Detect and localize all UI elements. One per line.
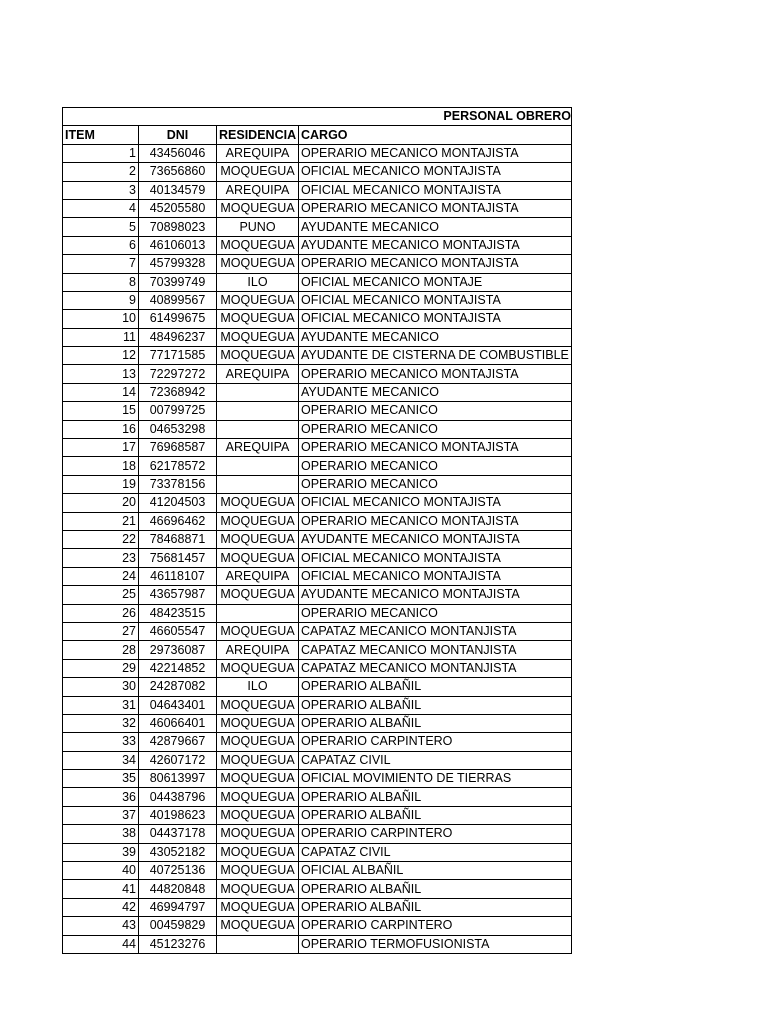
cell-dni: 04643401 [139,696,217,714]
cell-item: 44 [63,935,139,953]
cell-residencia [217,457,299,475]
cell-dni: 45123276 [139,935,217,953]
cell-cargo: OPERARIO CARPINTERO [299,917,572,935]
cell-residencia: MOQUEGUA [217,586,299,604]
cell-residencia: MOQUEGUA [217,199,299,217]
cell-dni: 04653298 [139,420,217,438]
cell-cargo: OPERARIO ALBAÑIL [299,696,572,714]
table-row [63,843,572,861]
cell-residencia [217,420,299,438]
cell-dni: 62178572 [139,457,217,475]
cell-item: 7 [63,255,139,273]
cell-residencia [217,383,299,401]
cell-item: 18 [63,457,139,475]
table-row [63,622,572,640]
table-row [63,236,572,254]
cell-dni: 46994797 [139,898,217,916]
cell-dni: 46106013 [139,236,217,254]
cell-dni: 46605547 [139,622,217,640]
cell-dni: 48423515 [139,604,217,622]
table-row [63,530,572,548]
cell-item: 12 [63,347,139,365]
table-row [63,144,572,162]
cell-cargo: CAPATAZ CIVIL [299,751,572,769]
cell-dni: 41204503 [139,494,217,512]
cell-residencia: MOQUEGUA [217,622,299,640]
cell-cargo: OFICIAL MECANICO MONTAJE [299,273,572,291]
cell-item: 14 [63,383,139,401]
cell-cargo: CAPATAZ MECANICO MONTANJISTA [299,641,572,659]
cell-residencia: AREQUIPA [217,365,299,383]
cell-residencia [217,475,299,493]
table-row [63,420,572,438]
cell-residencia: MOQUEGUA [217,530,299,548]
header-item: ITEM [63,126,139,144]
cell-residencia: MOQUEGUA [217,696,299,714]
cell-residencia: MOQUEGUA [217,291,299,309]
cell-residencia: MOQUEGUA [217,862,299,880]
cell-cargo: OPERARIO MECANICO MONTAJISTA [299,144,572,162]
cell-cargo: OPERARIO MECANICO MONTAJISTA [299,199,572,217]
cell-dni: 04438796 [139,788,217,806]
cell-residencia: MOQUEGUA [217,825,299,843]
cell-residencia: MOQUEGUA [217,494,299,512]
cell-residencia: AREQUIPA [217,641,299,659]
table-row [63,255,572,273]
cell-dni: 46696462 [139,512,217,530]
cell-cargo: OFICIAL ALBAÑIL [299,862,572,880]
cell-item: 6 [63,236,139,254]
table-row [63,898,572,916]
header-cargo: CARGO [299,126,572,144]
cell-item: 20 [63,494,139,512]
table-row [63,567,572,585]
cell-residencia: MOQUEGUA [217,770,299,788]
table-row [63,181,572,199]
cell-dni: 43052182 [139,843,217,861]
cell-item: 34 [63,751,139,769]
cell-item: 1 [63,144,139,162]
cell-dni: 72297272 [139,365,217,383]
cell-dni: 00459829 [139,917,217,935]
cell-dni: 40899567 [139,291,217,309]
cell-item: 13 [63,365,139,383]
cell-dni: 73656860 [139,163,217,181]
table-row [63,439,572,457]
cell-residencia: AREQUIPA [217,181,299,199]
header-residencia: RESIDENCIA [217,126,299,144]
table-row [63,218,572,236]
cell-item: 37 [63,806,139,824]
cell-cargo: CAPATAZ MECANICO MONTANJISTA [299,659,572,677]
table-row [63,714,572,732]
cell-cargo: OFICIAL MOVIMIENTO DE TIERRAS [299,770,572,788]
cell-residencia: PUNO [217,218,299,236]
cell-residencia: AREQUIPA [217,144,299,162]
cell-residencia: MOQUEGUA [217,733,299,751]
cell-item: 42 [63,898,139,916]
table-row [63,512,572,530]
cell-dni: 61499675 [139,310,217,328]
table-row [63,586,572,604]
cell-item: 28 [63,641,139,659]
cell-dni: 44820848 [139,880,217,898]
cell-item: 16 [63,420,139,438]
cell-dni: 78468871 [139,530,217,548]
cell-item: 31 [63,696,139,714]
cell-item: 15 [63,402,139,420]
cell-residencia: MOQUEGUA [217,751,299,769]
cell-residencia: MOQUEGUA [217,659,299,677]
table-row [63,163,572,181]
cell-residencia: AREQUIPA [217,567,299,585]
cell-residencia [217,935,299,953]
cell-cargo: OPERARIO ALBAÑIL [299,788,572,806]
cell-cargo: OPERARIO MECANICO MONTAJISTA [299,512,572,530]
table-row [63,659,572,677]
cell-cargo: OPERARIO MECANICO MONTAJISTA [299,255,572,273]
cell-item: 25 [63,586,139,604]
cell-dni: 42879667 [139,733,217,751]
cell-cargo: OFICIAL MECANICO MONTAJISTA [299,567,572,585]
cell-dni: 77171585 [139,347,217,365]
cell-cargo: OPERARIO MECANICO [299,475,572,493]
cell-item: 21 [63,512,139,530]
cell-item: 4 [63,199,139,217]
table-row [63,696,572,714]
cell-item: 39 [63,843,139,861]
cell-item: 27 [63,622,139,640]
cell-cargo: OPERARIO MECANICO MONTAJISTA [299,439,572,457]
sheet-title: PERSONAL OBRERO [63,108,572,126]
table-row [63,825,572,843]
cell-residencia: MOQUEGUA [217,549,299,567]
cell-cargo: OPERARIO TERMOFUSIONISTA [299,935,572,953]
cell-item: 29 [63,659,139,677]
cell-residencia: MOQUEGUA [217,328,299,346]
table-row [63,291,572,309]
cell-cargo: OPERARIO MECANICO [299,457,572,475]
cell-cargo: OPERARIO CARPINTERO [299,733,572,751]
cell-item: 2 [63,163,139,181]
cell-dni: 45799328 [139,255,217,273]
cell-residencia: MOQUEGUA [217,236,299,254]
table-row [63,199,572,217]
cell-cargo: OFICIAL MECANICO MONTAJISTA [299,310,572,328]
cell-cargo: OFICIAL MECANICO MONTAJISTA [299,181,572,199]
table-row [63,365,572,383]
cell-cargo: OPERARIO CARPINTERO [299,825,572,843]
cell-dni: 04437178 [139,825,217,843]
cell-residencia: MOQUEGUA [217,880,299,898]
cell-cargo: OFICIAL MECANICO MONTAJISTA [299,549,572,567]
cell-residencia: MOQUEGUA [217,917,299,935]
cell-item: 11 [63,328,139,346]
cell-dni: 45205580 [139,199,217,217]
table-row [63,604,572,622]
cell-cargo: AYUDANTE MECANICO [299,328,572,346]
cell-item: 8 [63,273,139,291]
cell-dni: 40725136 [139,862,217,880]
cell-cargo: CAPATAZ CIVIL [299,843,572,861]
cell-dni: 46118107 [139,567,217,585]
cell-dni: 29736087 [139,641,217,659]
cell-dni: 48496237 [139,328,217,346]
cell-item: 35 [63,770,139,788]
cell-dni: 42607172 [139,751,217,769]
cell-cargo: OPERARIO MECANICO [299,402,572,420]
cell-cargo: AYUDANTE MECANICO [299,383,572,401]
table-row [63,917,572,935]
cell-residencia: AREQUIPA [217,439,299,457]
table-row [63,733,572,751]
cell-item: 41 [63,880,139,898]
cell-dni: 43456046 [139,144,217,162]
cell-dni: 76968587 [139,439,217,457]
cell-item: 9 [63,291,139,309]
cell-item: 3 [63,181,139,199]
cell-residencia [217,604,299,622]
cell-cargo: AYUDANTE MECANICO MONTAJISTA [299,530,572,548]
cell-dni: 73378156 [139,475,217,493]
cell-residencia: MOQUEGUA [217,714,299,732]
cell-cargo: OPERARIO ALBAÑIL [299,880,572,898]
cell-item: 10 [63,310,139,328]
cell-cargo: OPERARIO ALBAÑIL [299,898,572,916]
table-row [63,751,572,769]
cell-dni: 24287082 [139,678,217,696]
cell-item: 17 [63,439,139,457]
cell-item: 33 [63,733,139,751]
header-dni: DNI [139,126,217,144]
cell-cargo: OPERARIO ALBAÑIL [299,678,572,696]
table-row [63,770,572,788]
cell-item: 30 [63,678,139,696]
cell-cargo: AYUDANTE MECANICO MONTAJISTA [299,586,572,604]
header-row [63,126,572,144]
table-row [63,641,572,659]
table-row [63,475,572,493]
table-row [63,402,572,420]
cell-item: 43 [63,917,139,935]
table-row [63,494,572,512]
table-body [63,144,572,953]
cell-item: 23 [63,549,139,567]
cell-residencia: MOQUEGUA [217,255,299,273]
title-row [63,108,572,126]
table-row [63,935,572,953]
cell-residencia: MOQUEGUA [217,788,299,806]
table-row [63,273,572,291]
cell-cargo: OPERARIO ALBAÑIL [299,714,572,732]
personnel-table [62,107,572,954]
cell-dni: 46066401 [139,714,217,732]
table-row [63,678,572,696]
cell-residencia: MOQUEGUA [217,310,299,328]
cell-dni: 42214852 [139,659,217,677]
cell-cargo: AYUDANTE MECANICO MONTAJISTA [299,236,572,254]
cell-cargo: AYUDANTE DE CISTERNA DE COMBUSTIBLE [299,347,572,365]
cell-item: 40 [63,862,139,880]
cell-residencia: ILO [217,678,299,696]
table-row [63,383,572,401]
cell-residencia: MOQUEGUA [217,806,299,824]
cell-cargo: OPERARIO MECANICO MONTAJISTA [299,365,572,383]
cell-dni: 72368942 [139,383,217,401]
table-row [63,862,572,880]
cell-item: 19 [63,475,139,493]
cell-item: 24 [63,567,139,585]
cell-dni: 75681457 [139,549,217,567]
cell-item: 38 [63,825,139,843]
cell-cargo: OFICIAL MECANICO MONTAJISTA [299,291,572,309]
cell-dni: 80613997 [139,770,217,788]
table-row [63,328,572,346]
cell-residencia [217,402,299,420]
cell-cargo: AYUDANTE MECANICO [299,218,572,236]
cell-cargo: OPERARIO MECANICO [299,604,572,622]
cell-cargo: OPERARIO ALBAÑIL [299,806,572,824]
cell-dni: 43657987 [139,586,217,604]
cell-dni: 70898023 [139,218,217,236]
cell-residencia: MOQUEGUA [217,843,299,861]
table-row [63,347,572,365]
cell-cargo: CAPATAZ MECANICO MONTANJISTA [299,622,572,640]
cell-cargo: OFICIAL MECANICO MONTAJISTA [299,163,572,181]
cell-item: 22 [63,530,139,548]
table-row [63,457,572,475]
cell-residencia: MOQUEGUA [217,512,299,530]
cell-item: 5 [63,218,139,236]
cell-dni: 70399749 [139,273,217,291]
cell-item: 26 [63,604,139,622]
table-row [63,806,572,824]
cell-residencia: MOQUEGUA [217,163,299,181]
cell-cargo: OPERARIO MECANICO [299,420,572,438]
cell-item: 32 [63,714,139,732]
cell-dni: 40134579 [139,181,217,199]
table-row [63,549,572,567]
table-row [63,788,572,806]
cell-residencia: MOQUEGUA [217,347,299,365]
cell-dni: 00799725 [139,402,217,420]
table-row [63,880,572,898]
cell-residencia: ILO [217,273,299,291]
cell-cargo: OFICIAL MECANICO MONTAJISTA [299,494,572,512]
table-row [63,310,572,328]
cell-dni: 40198623 [139,806,217,824]
cell-residencia: MOQUEGUA [217,898,299,916]
cell-item: 36 [63,788,139,806]
